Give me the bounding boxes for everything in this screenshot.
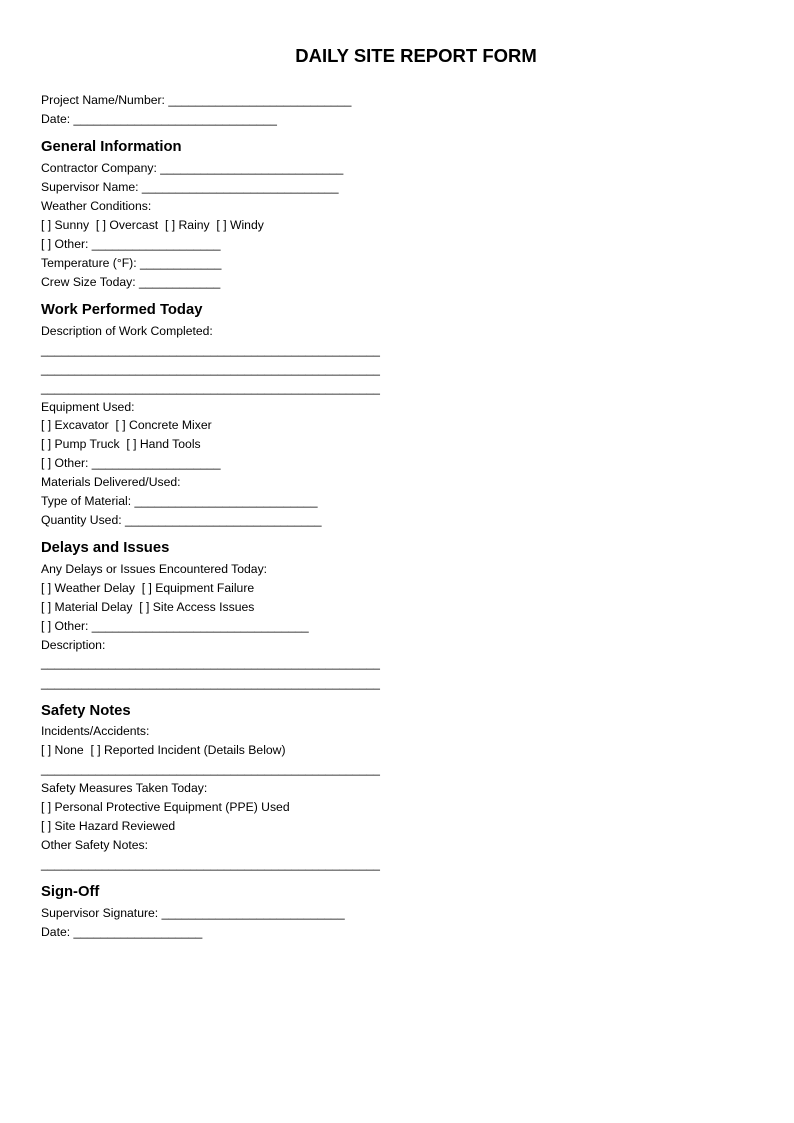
delay-checkboxes-row-1[interactable]: [ ] Weather Delay [ ] Equipment Failure bbox=[41, 581, 255, 595]
supervisor-signature-field[interactable]: Supervisor Signature: ___________________________ bbox=[41, 906, 345, 920]
materials-label: Materials Delivered/Used: bbox=[41, 475, 181, 489]
equipment-checkboxes-row-2[interactable]: [ ] Pump Truck [ ] Hand Tools bbox=[41, 437, 201, 451]
weather-checkboxes[interactable]: [ ] Sunny [ ] Overcast [ ] Rainy [ ] Windy bbox=[41, 218, 264, 232]
incident-details-line[interactable]: __________________________________________________ bbox=[41, 762, 380, 776]
incidents-label: Incidents/Accidents: bbox=[41, 724, 150, 738]
work-description-line[interactable]: __________________________________________________ bbox=[41, 381, 380, 395]
crew-size-field[interactable]: Crew Size Today: ____________ bbox=[41, 275, 221, 289]
project-name-field[interactable]: Project Name/Number: ___________________________ bbox=[41, 93, 352, 107]
equipment-checkboxes-row-1[interactable]: [ ] Excavator [ ] Concrete Mixer bbox=[41, 418, 212, 432]
weather-conditions-label: Weather Conditions: bbox=[41, 199, 152, 213]
equipment-other-field[interactable]: [ ] Other: ___________________ bbox=[41, 456, 221, 470]
other-safety-notes-line[interactable]: __________________________________________________ bbox=[41, 857, 380, 871]
form-title: DAILY SITE REPORT FORM bbox=[295, 45, 537, 66]
sign-off-heading: Sign-Off bbox=[41, 884, 100, 900]
work-performed-heading: Work Performed Today bbox=[41, 302, 203, 318]
contractor-company-field[interactable]: Contractor Company: ___________________________ bbox=[41, 161, 344, 175]
incident-checkboxes[interactable]: [ ] None [ ] Reported Incident (Details Below) bbox=[41, 743, 286, 757]
delay-other-field[interactable]: [ ] Other: ________________________________ bbox=[41, 619, 309, 633]
sign-off-date-field[interactable]: Date: ___________________ bbox=[41, 925, 203, 939]
safety-measures-label: Safety Measures Taken Today: bbox=[41, 781, 208, 795]
general-information-heading: General Information bbox=[41, 139, 182, 155]
delay-description-line[interactable]: __________________________________________________ bbox=[41, 676, 380, 690]
supervisor-name-field[interactable]: Supervisor Name: _____________________________ bbox=[41, 180, 339, 194]
work-description-line[interactable]: __________________________________________________ bbox=[41, 362, 380, 376]
equipment-used-label: Equipment Used: bbox=[41, 400, 135, 414]
delays-question-label: Any Delays or Issues Encountered Today: bbox=[41, 562, 268, 576]
work-description-label: Description of Work Completed: bbox=[41, 324, 213, 338]
delay-checkboxes-row-2[interactable]: [ ] Material Delay [ ] Site Access Issues bbox=[41, 600, 255, 614]
ppe-checkbox[interactable]: [ ] Personal Protective Equipment (PPE) Used bbox=[41, 800, 290, 814]
date-field[interactable]: Date: ______________________________ bbox=[41, 112, 277, 126]
site-hazard-checkbox[interactable]: [ ] Site Hazard Reviewed bbox=[41, 819, 176, 833]
other-safety-notes-label: Other Safety Notes: bbox=[41, 838, 149, 852]
quantity-used-field[interactable]: Quantity Used: _____________________________ bbox=[41, 513, 322, 527]
weather-other-field[interactable]: [ ] Other: ___________________ bbox=[41, 237, 221, 251]
temperature-field[interactable]: Temperature (°F): ____________ bbox=[41, 256, 222, 270]
delays-issues-heading: Delays and Issues bbox=[41, 540, 170, 556]
delay-description-label: Description: bbox=[41, 638, 106, 652]
safety-notes-heading: Safety Notes bbox=[41, 703, 131, 719]
material-type-field[interactable]: Type of Material: ___________________________ bbox=[41, 494, 318, 508]
delay-description-line[interactable]: __________________________________________________ bbox=[41, 656, 380, 670]
work-description-line[interactable]: __________________________________________________ bbox=[41, 343, 380, 357]
